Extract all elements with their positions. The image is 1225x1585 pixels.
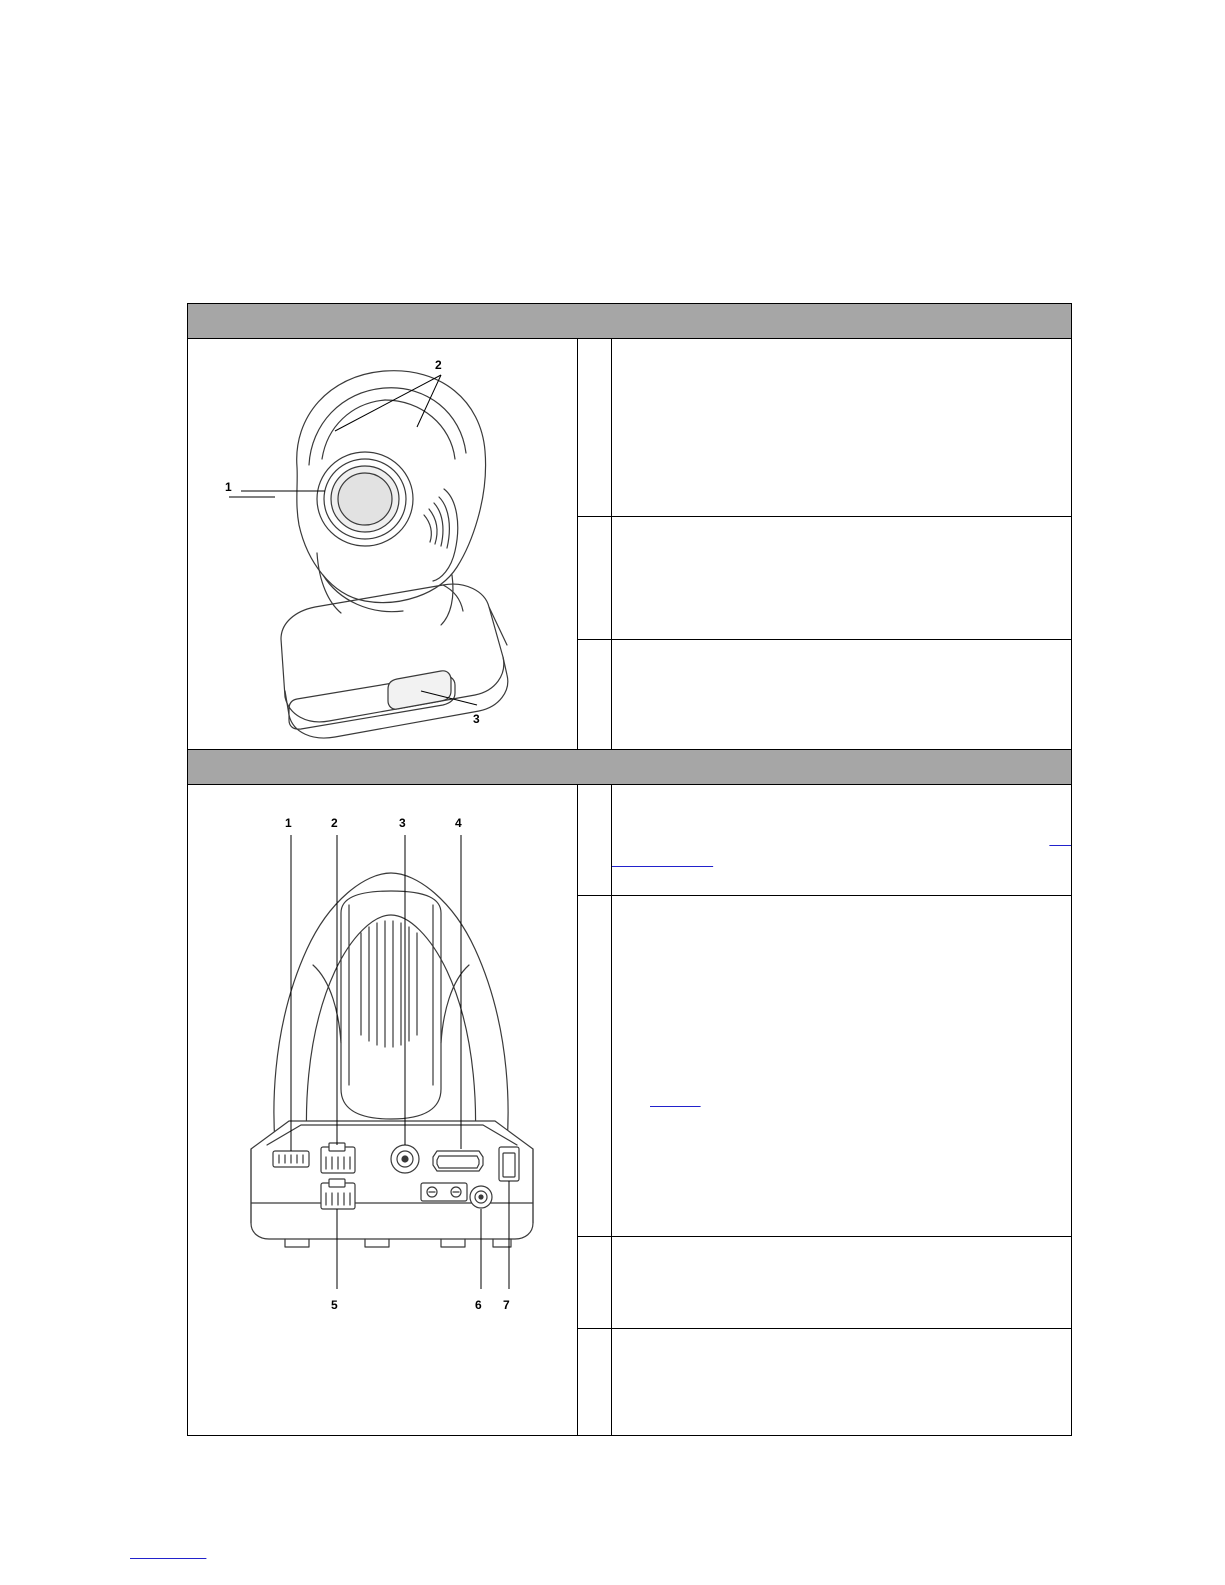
callout-3: 3 <box>472 712 480 726</box>
row-description <box>612 516 1072 640</box>
camera-front-view-cell <box>188 339 578 750</box>
table-row <box>188 339 1072 517</box>
row-description <box>612 640 1072 750</box>
footer-link-anchor[interactable] <box>130 1548 206 1560</box>
callout-3: 3 <box>398 816 406 830</box>
callout-4: 4 <box>454 816 462 830</box>
callout-1: 1 <box>224 480 232 494</box>
row-number <box>578 1237 612 1329</box>
section-band-front-label <box>188 304 1071 316</box>
camera-rear-view-illustration <box>188 785 577 1435</box>
camera-front-view-illustration <box>188 339 577 749</box>
row-description <box>612 1237 1072 1329</box>
row-number <box>578 339 612 517</box>
callout-7: 7 <box>502 1298 510 1312</box>
footer-link[interactable] <box>130 1548 206 1560</box>
section-band-rear <box>188 750 1072 785</box>
inline-link-1[interactable] <box>1049 832 1071 847</box>
callout-5: 5 <box>330 1298 338 1312</box>
row-number <box>578 895 612 1236</box>
inline-link-2[interactable] <box>612 853 713 868</box>
section-band-rear-label <box>188 750 1071 762</box>
camera-rear-view-cell <box>188 785 578 1436</box>
row-description <box>612 339 1072 517</box>
row-number <box>578 1329 612 1436</box>
callout-6: 6 <box>474 1298 482 1312</box>
row-description <box>612 1329 1072 1436</box>
table-row <box>188 785 1072 896</box>
row-number <box>578 785 612 896</box>
section-band-front <box>188 304 1072 339</box>
row-description <box>612 895 1072 1236</box>
row-description <box>612 785 1072 896</box>
row-number <box>578 640 612 750</box>
callout-2: 2 <box>330 816 338 830</box>
inline-link-3[interactable] <box>650 1093 701 1108</box>
camera-overview-table <box>187 303 1072 1436</box>
callout-2: 2 <box>434 358 442 372</box>
row-number <box>578 516 612 640</box>
callout-1: 1 <box>284 816 292 830</box>
